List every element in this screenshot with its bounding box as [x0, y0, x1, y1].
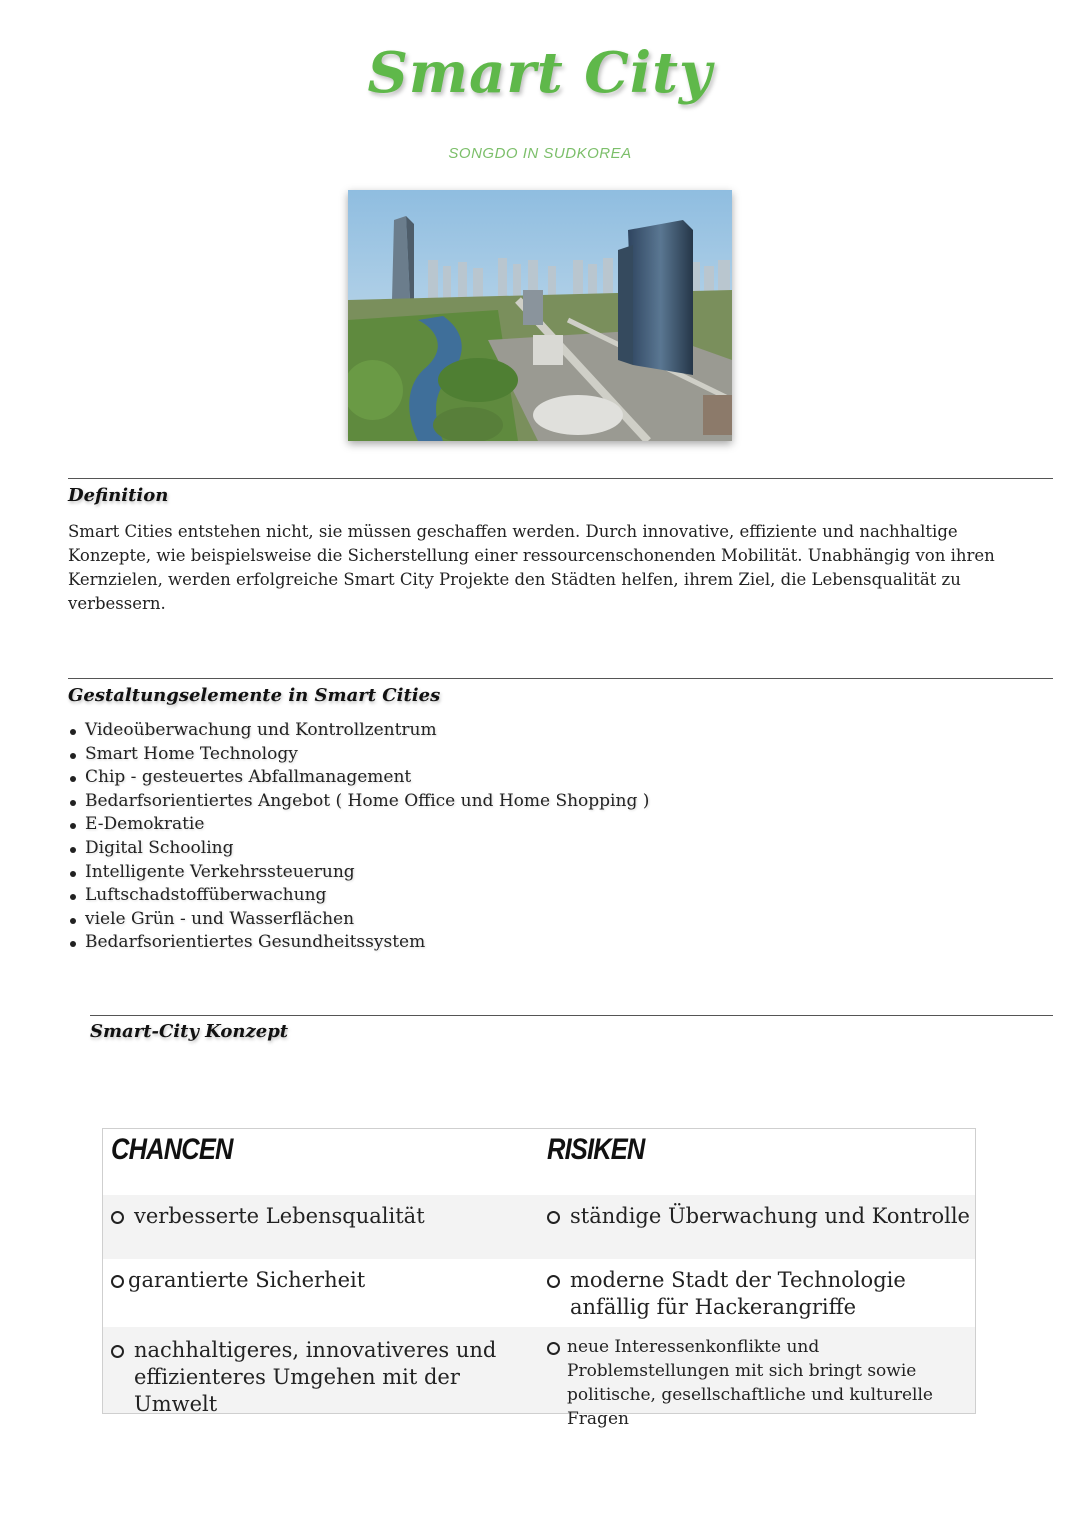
risiko-cell: neue Interessenkonflikte und Problemstellungen mit sich bringt sowie politische, gesellschaftliche und kulturelle Fragen — [567, 1337, 933, 1429]
list-item: Smart Home Technology — [68, 743, 649, 767]
list-item: Bedarfsorientiertes Gesundheitssystem — [68, 931, 649, 955]
chancen-risiken-table — [102, 1128, 976, 1429]
risiko-cell: ständige Überwachung und Kontrolle — [570, 1204, 970, 1228]
page-subtitle: SONGDO IN SUDKOREA — [448, 145, 632, 162]
risiko-cell: moderne Stadt der Technologie anfällig für Hackerangriffe — [570, 1268, 906, 1319]
chance-cell: garantierte Sicherheit — [128, 1268, 366, 1292]
list-item: Luftschadstoffüberwachung — [68, 884, 649, 908]
list-item: Chip - gesteuertes Abfallmanagement — [68, 766, 649, 790]
circle-bullet-icon — [547, 1342, 560, 1355]
definition-text: Smart Cities entstehen nicht, sie müssen geschaffen werden. Durch innovative, effiziente und nachhaltige Konzepte, wie beispielsweise die Sicherstellung einer ressourcenschonenden Mobilität. Unabhängig von ihren Kernzielen, werden erfolgreiche Smart City Projekte den Städten helfen, ihrem Ziel, die Lebensqualität zu verbessern. — [68, 522, 995, 613]
circle-bullet-icon — [547, 1275, 560, 1288]
chance-cell: nachhaltigeres, innovativeres und effizienteres Umgehen mit der Umwelt — [134, 1338, 497, 1416]
risiken-header: RISIKEN — [547, 1133, 645, 1166]
circle-bullet-icon — [547, 1211, 560, 1224]
list-item: Bedarfsorientiertes Angebot ( Home Office und Home Shopping ) — [68, 790, 649, 814]
table-header-row — [103, 1129, 975, 1195]
definition-heading: Definition — [68, 485, 169, 506]
chance-cell: verbesserte Lebensqualität — [134, 1204, 425, 1228]
chancen-header: CHANCEN — [111, 1133, 233, 1166]
list-item: Digital Schooling — [68, 837, 649, 861]
table-row — [103, 1195, 975, 1259]
divider — [90, 1015, 1053, 1016]
table-row — [103, 1259, 975, 1327]
table-row — [103, 1327, 975, 1429]
divider — [68, 478, 1053, 479]
circle-bullet-icon — [111, 1211, 124, 1224]
elements-heading: Gestaltungselemente in Smart Cities — [68, 685, 441, 706]
concept-heading: Smart-City Konzept — [90, 1021, 289, 1042]
list-item: Intelligente Verkehrssteuerung — [68, 861, 649, 885]
page-title: Smart City — [367, 40, 713, 106]
circle-bullet-icon — [111, 1345, 124, 1358]
city-photo — [348, 190, 732, 441]
list-item: E-Demokratie — [68, 813, 649, 837]
elements-list — [68, 719, 649, 955]
divider — [68, 678, 1053, 679]
list-item: Videoüberwachung und Kontrollzentrum — [68, 719, 649, 743]
circle-bullet-icon — [111, 1275, 124, 1288]
list-item: viele Grün - und Wasserflächen — [68, 908, 649, 932]
